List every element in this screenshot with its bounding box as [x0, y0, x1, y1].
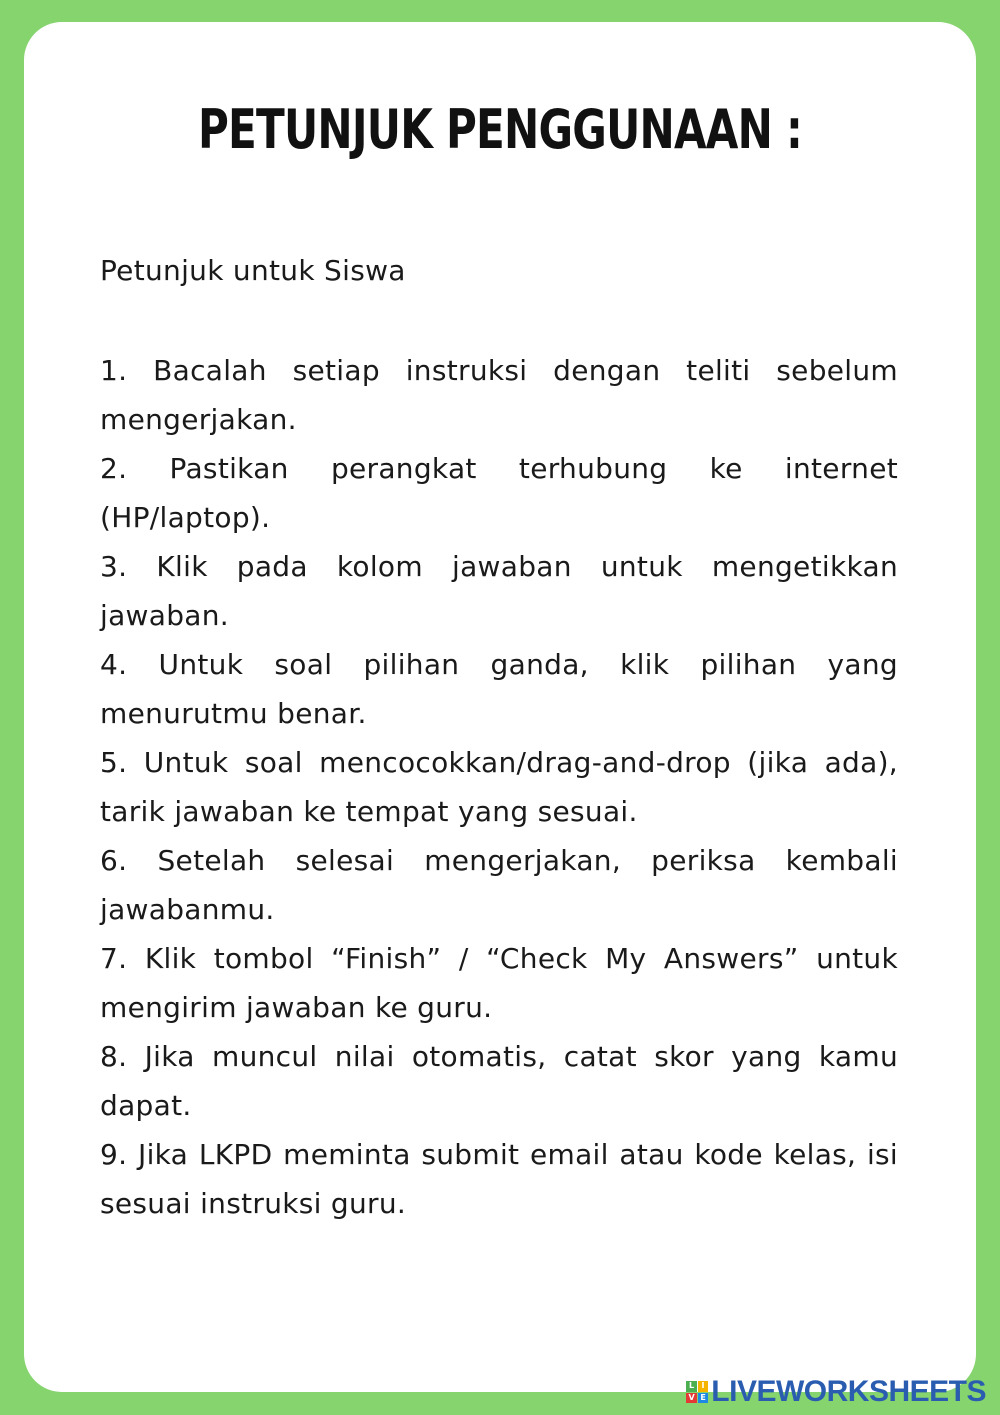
section-subtitle: Petunjuk untuk Siswa [100, 254, 406, 287]
instruction-item: 5. Untuk soal mencocokkan/drag-and-drop (jika ada), tarik jawaban ke tempat yang sesuai. [100, 746, 898, 828]
liveworksheets-logo-icon: L I V E [686, 1381, 708, 1403]
instruction-item: 4. Untuk soal pilihan ganda, klik pilihan yang menurutmu benar. [100, 648, 898, 730]
watermark-text: LIVEWORKSHEETS [711, 1375, 986, 1408]
instruction-list [100, 346, 898, 1228]
instruction-item: 6. Setelah selesai mengerjakan, periksa kembali jawabanmu. [100, 844, 898, 926]
instruction-item: 9. Jika LKPD meminta submit email atau kode kelas, isi sesuai instruksi guru. [100, 1138, 898, 1220]
instruction-item: 1. Bacalah setiap instruksi dengan teliti sebelum mengerjakan. [100, 354, 898, 436]
liveworksheets-watermark [686, 1375, 986, 1409]
page-title: PETUNJUK PENGGUNAAN : [197, 98, 803, 161]
instruction-item: 7. Klik tombol “Finish” / “Check My Answers” untuk mengirim jawaban ke guru. [100, 942, 898, 1024]
instruction-item: 2. Pastikan perangkat terhubung ke internet (HP/laptop). [100, 452, 898, 534]
instruction-item: 3. Klik pada kolom jawaban untuk mengetikkan jawaban. [100, 550, 898, 632]
instruction-item: 8. Jika muncul nilai otomatis, catat skor yang kamu dapat. [100, 1040, 898, 1122]
